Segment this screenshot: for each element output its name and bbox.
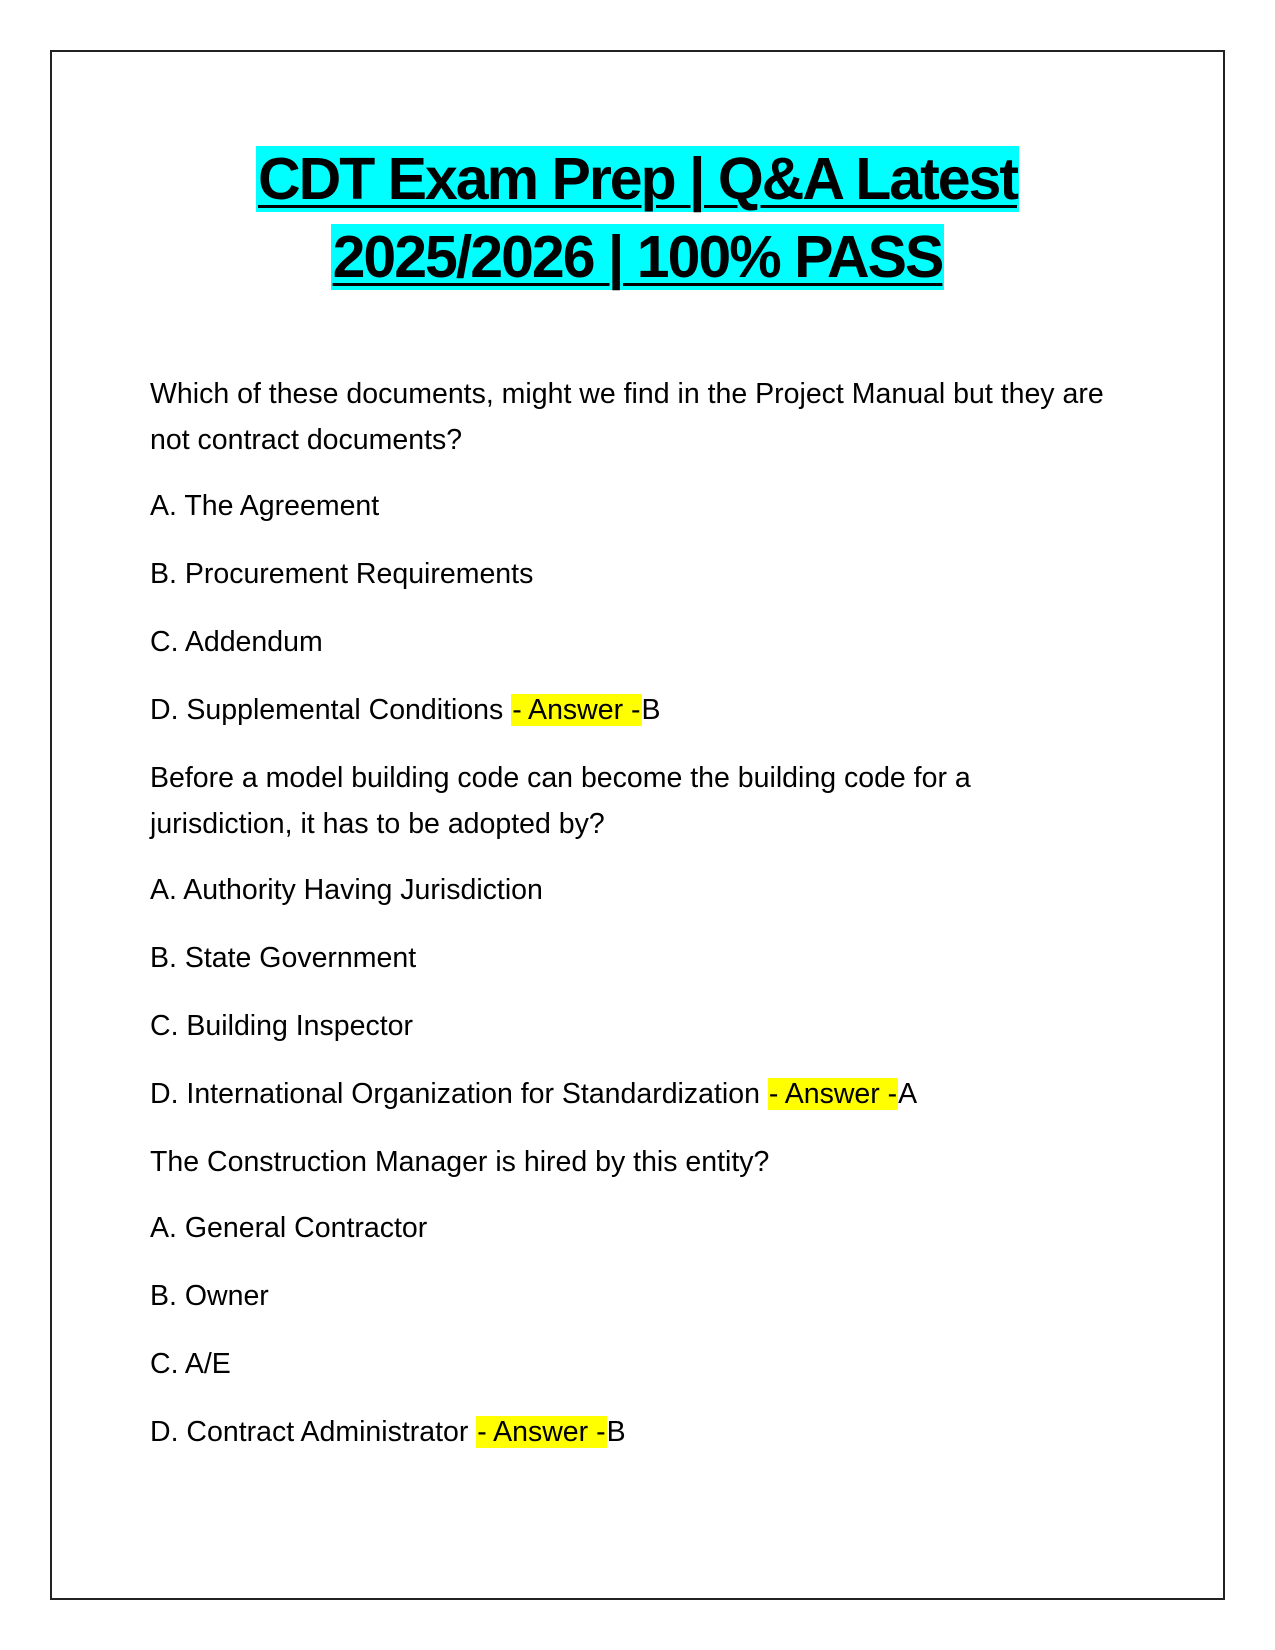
option-b: B. State Government (150, 942, 417, 974)
option-d: D. Supplemental Conditions (150, 694, 504, 726)
option-c: C. Building Inspector (150, 1010, 413, 1042)
title-line-2: 2025/2026 | 100% PASS (332, 224, 943, 290)
title-line-1: CDT Exam Prep | Q&A Latest (257, 146, 1018, 212)
question-block-2 (150, 755, 1110, 1117)
question-text: Which of these documents, might we find in the Project Manual but they are not contract documents? (150, 378, 1104, 456)
question-text: The Construction Manager is hired by this entity? (150, 1146, 770, 1178)
document-title (50, 140, 1225, 296)
answer-marker: - Answer - (512, 694, 641, 726)
question-block-3 (150, 1139, 1110, 1455)
answer-letter: A (898, 1078, 918, 1110)
option-d-with-answer (150, 687, 1110, 733)
option-d-with-answer (150, 1071, 1110, 1117)
option-a: A. General Contractor (150, 1212, 428, 1244)
answer-letter: B (641, 694, 661, 726)
option-c: C. A/E (150, 1348, 231, 1380)
question-list (150, 371, 1110, 1477)
question-text: Before a model building code can become the building code for a jurisdiction, it has to be adopted by? (150, 762, 971, 840)
option-d-with-answer (150, 1409, 1110, 1455)
answer-marker: - Answer - (477, 1416, 606, 1448)
option-b: B. Owner (150, 1280, 269, 1312)
answer-marker: - Answer - (768, 1078, 898, 1110)
option-c: C. Addendum (150, 626, 323, 658)
option-d: D. Contract Administrator (150, 1416, 469, 1448)
option-a: A. The Agreement (150, 490, 380, 522)
option-b: B. Procurement Requirements (150, 558, 534, 590)
option-a: A. Authority Having Jurisdiction (150, 874, 543, 906)
option-d: D. International Organization for Standardization (150, 1078, 760, 1110)
question-block-1 (150, 371, 1110, 733)
answer-letter: B (606, 1416, 626, 1448)
